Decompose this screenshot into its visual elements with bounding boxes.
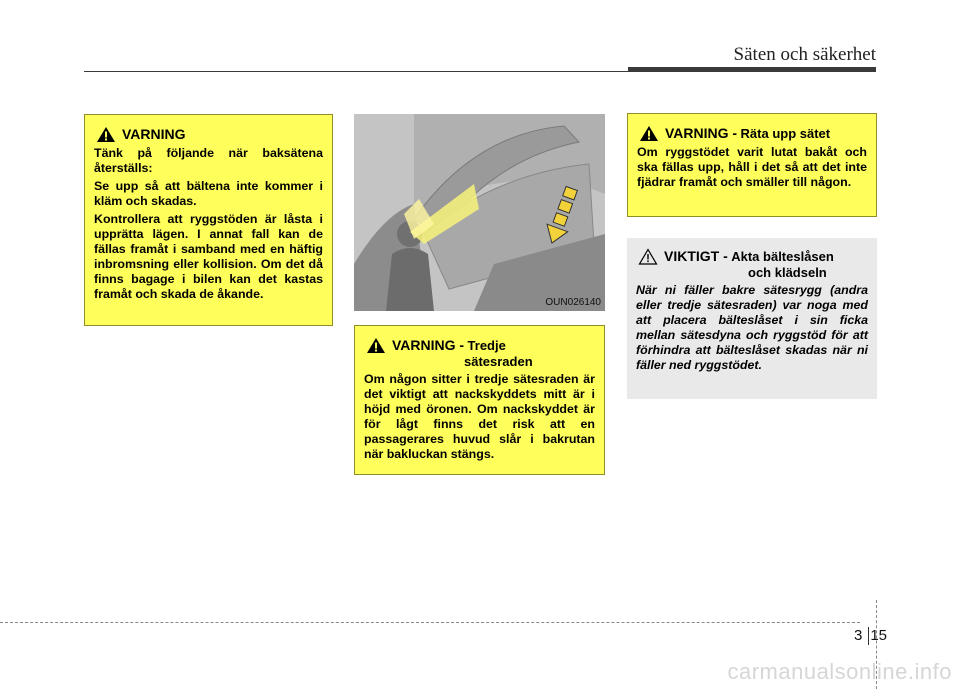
warning-subtitle: Räta upp sätet: [740, 126, 831, 141]
notice-title: VIKTIGT -: [664, 248, 728, 264]
warning-paragraph: Tänk på följande när baksätena återställs:: [94, 146, 323, 175]
page-number-separator: [868, 627, 869, 645]
warning-heading: [637, 125, 867, 142]
seat-illustration: [354, 114, 605, 311]
warning-paragraph: Kontrollera att ryggstöden är låsta i upprätta lägen. I annat fall kan de fällas framåt i samband med en häftig inbromsning eller kollision. Om det då finns bagage i bilen kan det kastas framåt och skada de åkande.: [94, 212, 323, 301]
warning-heading: [364, 337, 595, 369]
page-number: [854, 627, 887, 644]
seat-folding-drawing: [354, 114, 605, 311]
page-number-value: 15: [870, 627, 888, 644]
warning-box-rear-seats: [84, 114, 333, 326]
notice-heading: [636, 248, 868, 280]
watermark: carmanualsonline.info: [727, 659, 952, 684]
notice-paragraph: När ni fäller bakre sätesrygg (andra eller tredje sätesraden) var noga med att placera bälteslåset i sin ficka mellan sätesdyna och ryggstöd för att förhindra att bälteslåset skadas när ni fäller ned ryggstödet.: [636, 283, 868, 372]
warning-paragraph: Se upp så att bältena inte kommer i kläm och skadas.: [94, 179, 323, 208]
notice-subtitle-line2: och klädseln: [748, 265, 827, 280]
warning-paragraph: Om ryggstödet varit lutat bakåt och ska fällas upp, håll i det så att det inte fjädrar framåt och smäller till någon.: [637, 145, 867, 189]
header-rule-accent: [628, 67, 876, 72]
notice-box-belt-buckles: [627, 238, 877, 399]
warning-title: VARNING: [122, 126, 186, 142]
warning-triangle-icon: [639, 125, 659, 142]
figure-code: OUN026140: [545, 297, 601, 308]
warning-title: VARNING -: [665, 125, 738, 141]
caution-triangle-icon: [638, 248, 658, 265]
warning-subtitle: Tredje: [467, 338, 506, 353]
warning-title: VARNING -: [392, 337, 465, 353]
warning-subtitle-line2: sätesraden: [464, 354, 533, 369]
warning-heading: [94, 126, 323, 143]
chapter-number: 3: [854, 627, 863, 644]
warning-box-third-row: [354, 325, 605, 475]
footer-rule: [0, 622, 860, 623]
warning-triangle-icon: [366, 337, 386, 354]
page-header-title: Säten och säkerhet: [733, 44, 876, 65]
notice-subtitle: Akta bälteslåsen: [731, 249, 834, 264]
warning-box-upright-seat: [627, 113, 877, 217]
warning-paragraph: Om någon sitter i tredje sätesraden är det viktigt att nackskyddets mitt är i höjd med öronen. Om nackskyddet är för lågt finns det risk att en passagerares huvud slår i bakrutan när bakluckan stängs.: [364, 372, 595, 461]
header-rule: [84, 71, 644, 72]
warning-triangle-icon: [96, 126, 116, 143]
